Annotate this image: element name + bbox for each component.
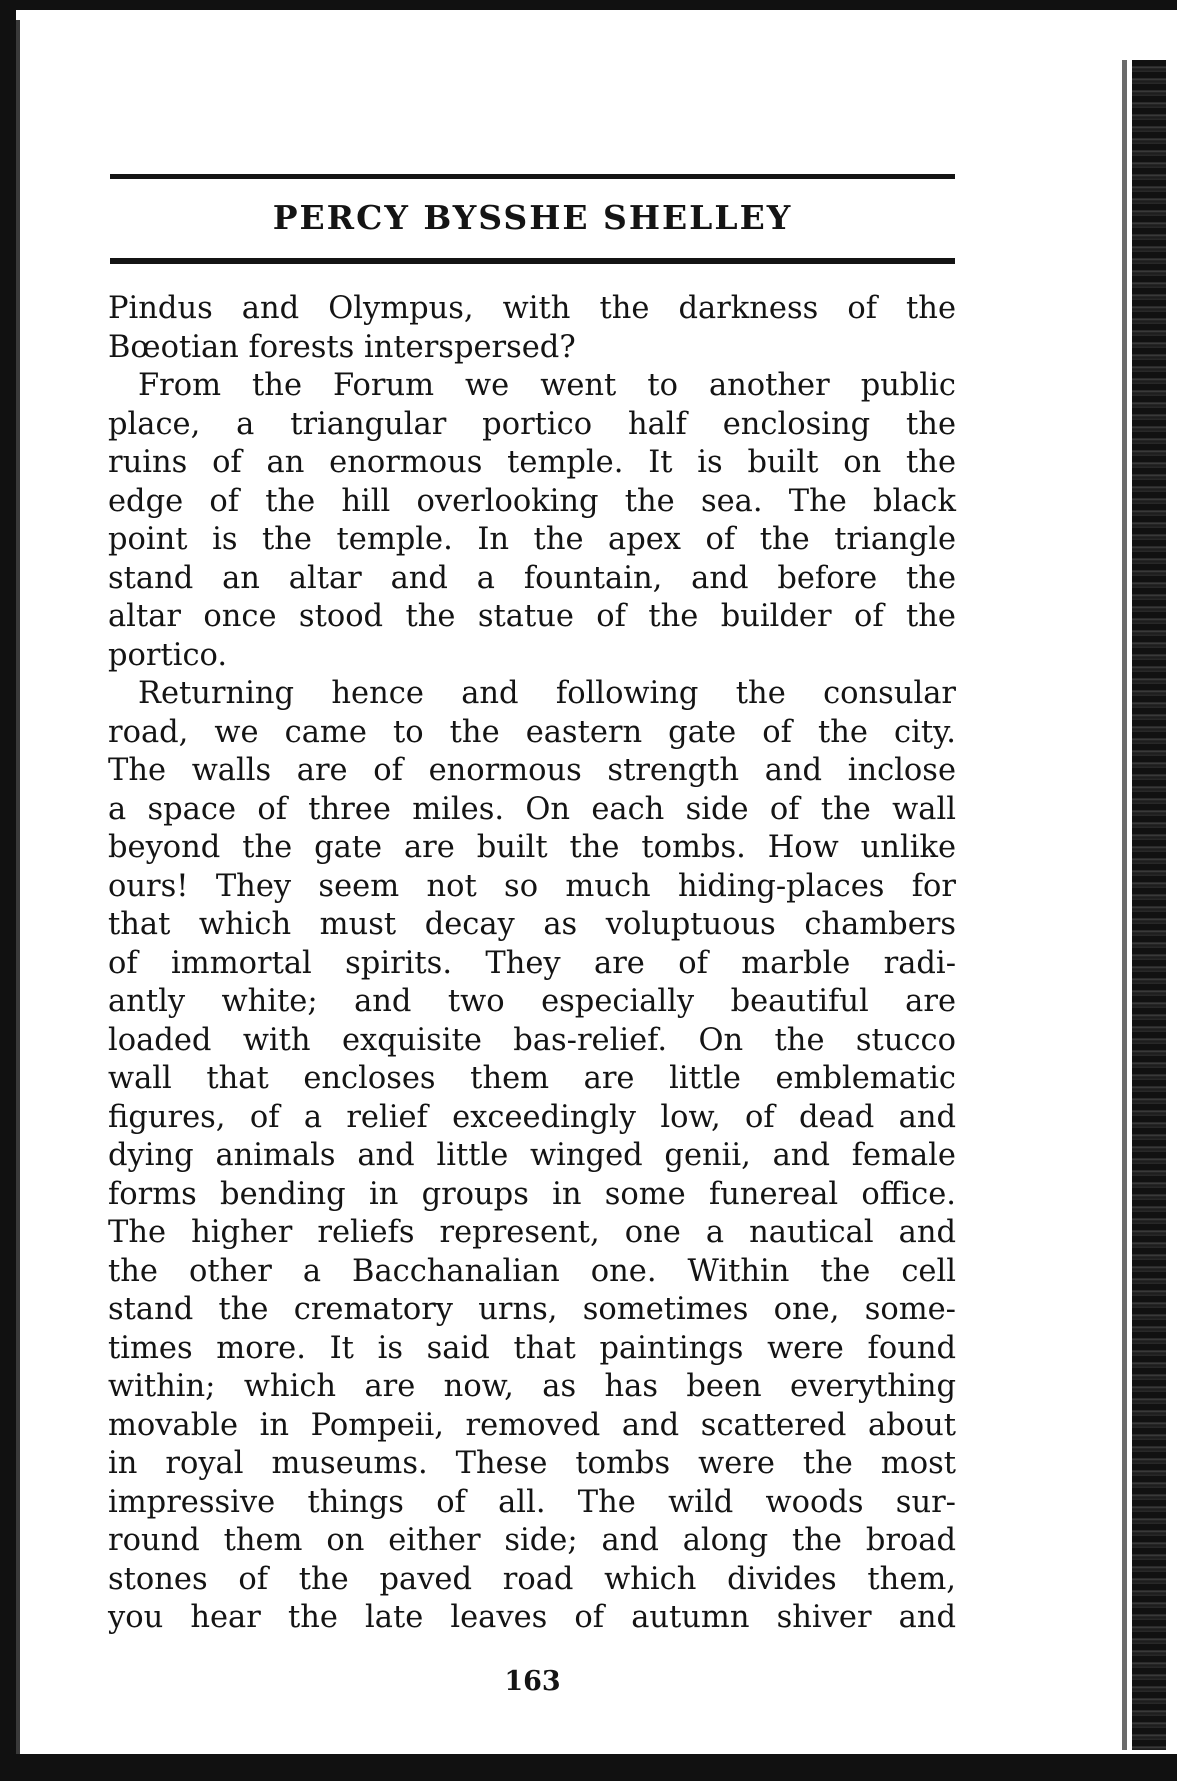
text-line: antly white; and two especially beautiful are <box>108 984 956 1019</box>
text-line: that which must decay as voluptuous chambers <box>108 907 956 942</box>
text-line: of immortal spirits. They are of marble radi- <box>108 945 956 981</box>
text-line: stand the crematory urns, sometimes one, some- <box>108 1292 956 1327</box>
text-line: in royal museums. These tombs were the most <box>108 1446 956 1481</box>
text-line: figures, of a relief exceedingly low, of dead and <box>108 1099 956 1135</box>
text-line: Returning hence and following the consular <box>138 676 956 711</box>
text-line: point is the temple. In the apex of the triangle <box>108 522 956 557</box>
text-line: ruins of an enormous temple. It is built on the <box>108 445 956 480</box>
header-rule-top <box>110 174 955 179</box>
text-line: movable in Pompeii, removed and scattered about <box>108 1407 956 1443</box>
text-line: within; which are now, as has been everything <box>108 1369 956 1404</box>
text-line: road, we came to the eastern gate of the city. <box>108 714 956 750</box>
scan-edge-right-inner <box>1122 60 1127 1750</box>
body-text <box>108 290 956 1638</box>
text-line: a space of three miles. On each side of the wall <box>108 791 956 827</box>
scan-edge-left-inner <box>16 20 20 1760</box>
text-line: stand an altar and a fountain, and before the <box>108 560 956 596</box>
text-line: edge of the hill overlooking the sea. The black <box>108 483 956 519</box>
page-stack-edge <box>1132 60 1166 1750</box>
text-line: The higher reliefs represent, one a nautical and <box>108 1215 956 1250</box>
text-line: beyond the gate are built the tombs. How unlike <box>108 830 956 865</box>
text-line: dying animals and little winged genii, and female <box>108 1138 956 1173</box>
scan-edge-top <box>0 0 1177 10</box>
text-line: times more. It is said that paintings were found <box>108 1330 956 1366</box>
scan-edge-left <box>0 0 16 1781</box>
text-line: Bœotian forests interspersed? <box>108 329 576 365</box>
text-line: loaded with exquisite bas-relief. On the stucco <box>108 1022 956 1058</box>
text-line: stones of the paved road which divides them, <box>108 1561 956 1597</box>
text-line: round them on either side; and along the broad <box>108 1523 956 1558</box>
text-line: The walls are of enormous strength and inclose <box>108 753 956 788</box>
text-line: ours! They seem not so much hiding-places for <box>108 868 956 904</box>
page-number: 163 <box>504 1666 561 1697</box>
running-head: PERCY BYSSHE SHELLEY <box>272 198 793 237</box>
text-line: altar once stood the statue of the builder of the <box>108 599 956 634</box>
text-line: From the Forum we went to another public <box>138 368 956 403</box>
scan-edge-bottom <box>0 1754 1177 1781</box>
header-rule-bottom <box>110 258 955 264</box>
text-line: forms bending in groups in some funereal office. <box>108 1176 956 1212</box>
text-line: portico. <box>108 637 228 673</box>
text-line: impressive things of all. The wild woods sur- <box>108 1484 956 1520</box>
text-line: wall that encloses them are little emblematic <box>108 1061 956 1096</box>
text-line: the other a Bacchanalian one. Within the cell <box>108 1253 956 1289</box>
text-line: you hear the late leaves of autumn shiver and <box>108 1600 956 1635</box>
text-line: place, a triangular portico half enclosing the <box>108 406 956 442</box>
text-line: Pindus and Olympus, with the darkness of the <box>108 291 956 326</box>
